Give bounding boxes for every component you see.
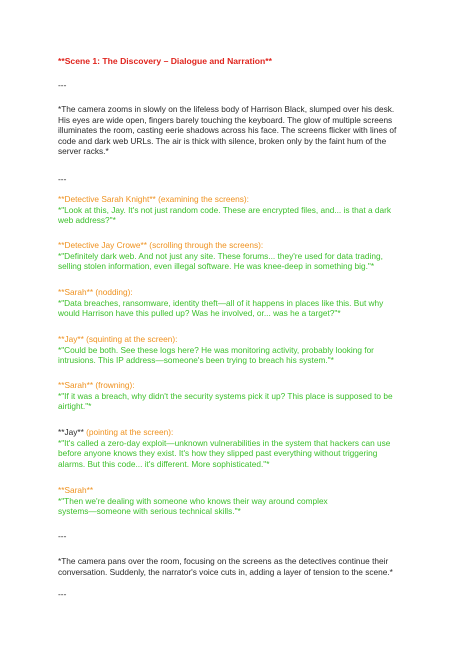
narration-paragraph (58, 556, 428, 577)
separator: --- (58, 589, 67, 599)
dialogue-block (58, 485, 428, 517)
narration-line: illuminates the room, casting eerie shadows across his face. The screens flicker with lines of (58, 125, 397, 136)
dialogue-block (58, 240, 428, 272)
speaker-line: **Detective Jay Crowe** (scrolling through the screens): (58, 240, 264, 250)
dialogue-block (58, 194, 428, 226)
speaker-line: **Sarah** (58, 485, 94, 495)
dialogue-line: *"It's called a zero-day exploit—unknown vulnerabilities in the system that hackers can use (58, 437, 391, 448)
narration-line: code and dark web URLs. The air is thick with silence, broken only by the faint hum of the (58, 135, 387, 146)
speaker-line: **Detective Sarah Knight** (examining the screens): (58, 194, 249, 204)
speaker-line: **Jay** (squinting at the screen): (58, 334, 178, 344)
narration-line: His eyes are wide open, fingers barely touching the keyboard. The glow of multiple screens (58, 114, 393, 125)
dialogue-line: *"Could be both. See these logs here? He was monitoring activity, probably looking for (58, 344, 374, 355)
dialogue-line: *"Look at this, Jay. It's not just random code. These are encrypted files, and... is that a dark (58, 204, 392, 215)
dialogue-line: systems—someone with serious technical skills."* (58, 506, 241, 517)
dialogue-line: before anyone knows they exist. It's how they slipped past everything without triggering (58, 448, 378, 459)
dialogue-line: intrusions. This IP address—someone's been trying to breach his system."* (58, 355, 334, 366)
dialogue-block (58, 334, 428, 366)
speaker-line (58, 427, 428, 438)
narration-line: conversation. Suddenly, the narrator's voice cuts in, adding a layer of tension to the scene.* (58, 566, 393, 577)
dialogue-line: selling stolen information, even illegal software. He was knee-deep in something big."* (58, 261, 375, 272)
dialogue-line: *"Then we're dealing with someone who knows their way around complex (58, 495, 328, 506)
separator: --- (58, 174, 67, 184)
speaker-line: **Sarah** (frowning): (58, 380, 135, 390)
narration-line: server racks.* (58, 146, 109, 157)
narration-line: *The camera pans over the room, focusing on the screens as the detectives continue their (58, 556, 389, 566)
narration-paragraph (58, 104, 428, 157)
dialogue-line: alarms. But this code... it's different. More sophisticated."* (58, 458, 270, 469)
speaker-action: (pointing at the screen): (83, 427, 174, 437)
separator: --- (58, 531, 67, 541)
dialogue-block (58, 287, 428, 319)
narration-line: *The camera zooms in slowly on the lifeless body of Harrison Black, slumped over his desk. (58, 104, 395, 114)
dialogue-block (58, 380, 428, 412)
dialogue-line: would Harrison have this pulled up? Was he involved, or... was he a target?"* (58, 308, 341, 319)
dialogue-line: web address?"* (58, 215, 116, 226)
scene-title: **Scene 1: The Discovery – Dialogue and Narration** (58, 56, 272, 66)
dialogue-line: airtight."* (58, 401, 92, 412)
speaker-line: **Sarah** (nodding): (58, 287, 133, 297)
dialogue-line: *"Data breaches, ransomware, identity theft—all of it happens in places like this. But why (58, 297, 384, 308)
dialogue-line: *"Definitely dark web. And not just any site. These forums... they're used for data trading, (58, 250, 383, 261)
dialogue-line: *"If it was a breach, why didn't the security systems pick it up? This place is supposed to be (58, 390, 393, 401)
speaker-name: **Jay** (58, 427, 84, 437)
dialogue-block (58, 427, 428, 469)
separator: --- (58, 80, 67, 90)
